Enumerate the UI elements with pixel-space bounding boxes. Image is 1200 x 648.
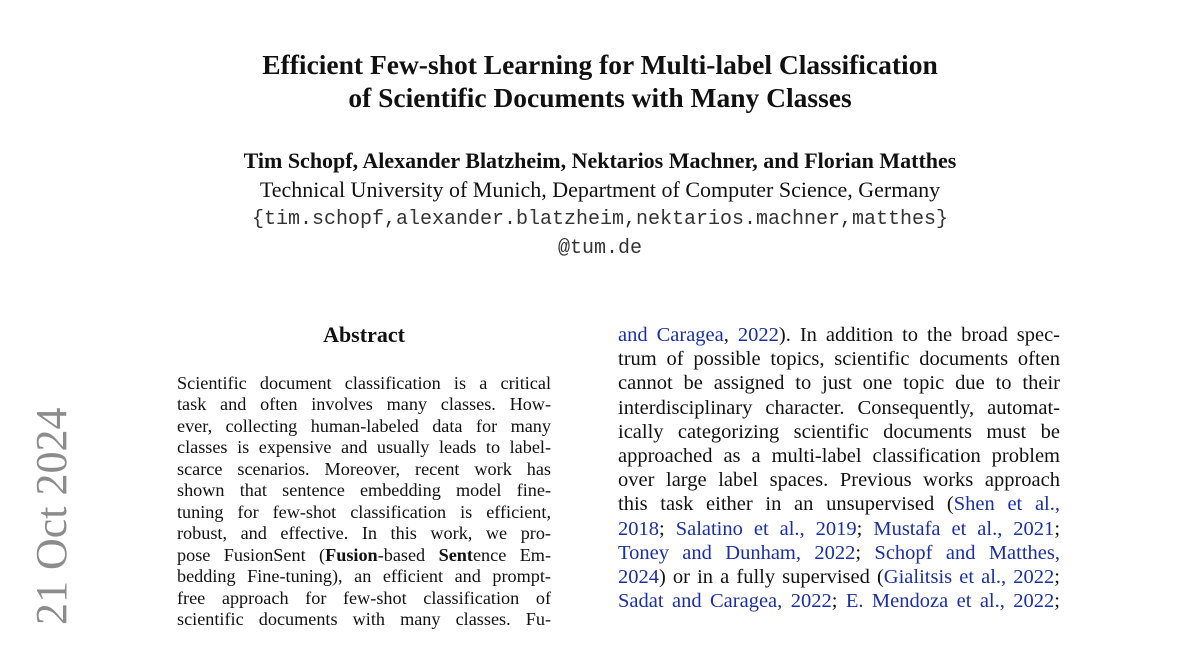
body-line [618,491,1060,515]
body-text: ) or in a fully supervised ( [659,565,884,588]
body-line: ically categorizing scientific documents must be [618,420,1060,443]
body-line: trum of possible topics, scientific documents often [618,348,1060,371]
body-line [618,516,1060,540]
body-text: ; [1054,565,1060,588]
citation-link[interactable]: 2022 [737,324,779,346]
body-line [618,322,1060,346]
body-text: ; [856,517,874,540]
body-line [618,564,1060,588]
affiliation: Technical University of Munich, Department of Computer Science, Germany [259,177,941,202]
intro-body [618,322,1060,612]
abstract-line: bedding Fine-tuning), an efficient and prompt- [177,566,551,587]
abstract-body [177,371,551,629]
body-line [618,540,1060,564]
citation-link[interactable]: Salatino et al., 2019 [675,517,857,540]
citation-link[interactable]: Sadat and Caragea, 2022 [618,590,832,613]
email-line: @tum.de [557,237,642,260]
body-text: ; [855,541,875,564]
body-line: over large label spaces. Previous works approach [618,469,1060,492]
citation-link[interactable]: E. Mendoza et al., 2022 [845,590,1055,613]
citation-link[interactable]: Gialitsis et al., 2022 [883,565,1055,588]
abstract-line: shown that sentence embedding model fine- [177,480,551,501]
body-line: interdisciplinary character. Consequently, automat- [618,396,1060,419]
abstract-line: classes is expensive and usually leads to label- [177,437,551,458]
citation-link[interactable]: Toney and Dunham, 2022 [618,541,856,564]
fusion-bold: Fusion [325,544,378,565]
sent-bold: Sent [438,544,473,565]
abstract-heading: Abstract [323,322,405,347]
body-text: ; [1054,590,1060,613]
citation-link[interactable]: Schopf and Matthes, [874,541,1060,564]
abstract-line: Scientific document classification is a critical [177,373,551,393]
title-line: of Scientific Documents with Many Classes [348,82,852,113]
body-line: approached as a multi-label classification problem [618,444,1060,467]
paper-title [0,48,1200,114]
body-text: this task either in an unsupervised ( [618,493,954,516]
abstract-line [177,543,551,564]
abstract-line: scientific documents with many classes. Fu- [177,609,551,630]
body-text: ). In addition to the broad spec- [778,324,1060,346]
abstract-text: pose FusionSent ( [177,544,326,565]
title-line: Efficient Few-shot Learning for Multi-label Classification [262,49,938,80]
abstract-text: -based [377,544,439,565]
email-line: {tim.schopf,alexander.blatzheim,nektarios.machner,matthes} [251,208,949,231]
body-text: , [723,324,738,346]
abstract-line: ever, collecting human-labeled data for many [177,415,551,436]
author-list: Tim Schopf, Alexander Blatzheim, Nektarios Machner, and Florian Matthes [243,148,957,173]
citation-link[interactable]: Mustafa et al., 2021 [873,517,1055,540]
author-emails [0,205,1200,263]
abstract-text: ence Em- [472,544,552,565]
body-text: ; [831,590,846,613]
citation-link[interactable]: 2018 [618,517,659,540]
body-line: cannot be assigned to just one topic due to their [618,372,1060,395]
citation-link[interactable]: and Caragea [618,324,724,346]
body-line [618,588,1060,612]
body-text: ; [1054,517,1061,540]
body-text: ; [659,517,676,540]
abstract-line: scarce scenarios. Moreover, recent work has [177,458,551,479]
citation-link[interactable]: 2024 [618,565,659,588]
abstract-line: free approach for few-shot classification of [177,587,551,608]
abstract-line: robust, and effective. In this work, we pro- [177,523,551,544]
abstract-line: task and often involves many classes. How- [177,394,551,415]
citation-link[interactable]: Shen et al., [953,493,1060,516]
arxiv-date-stamp: 21 Oct 2024 [27,407,76,625]
abstract-line: tuning for few-shot classification is efficient, [177,501,551,522]
